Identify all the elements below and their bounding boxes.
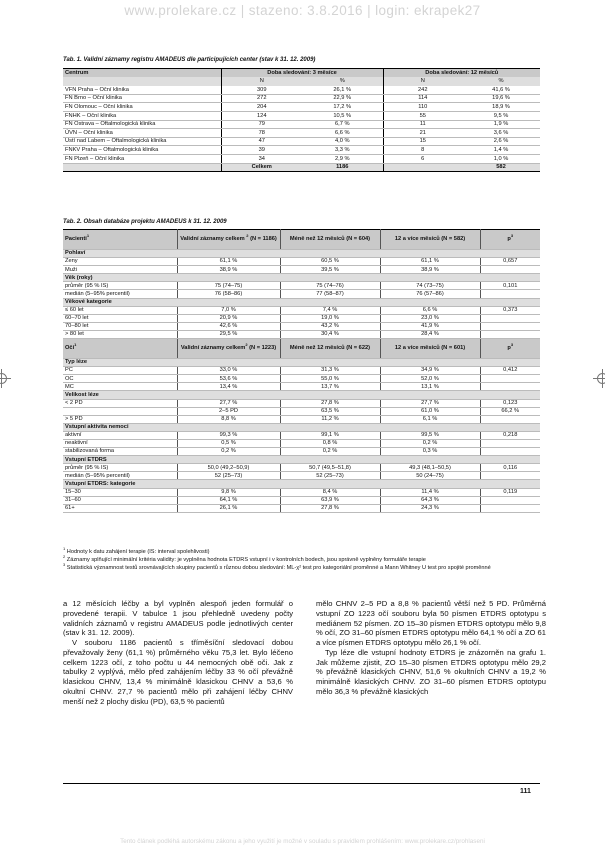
cell: 42,6 % [177,322,280,330]
table-row [63,137,540,146]
row-label: stabilizovaná forma [63,448,177,456]
section-velikost-leze: Velikost léze [63,391,540,399]
table1-caption: Tab. 1. Validní záznamy registru AMADEUS dle participujících center (stav k 31. 12. 2009) [63,57,316,63]
header-n: N [383,77,462,86]
table2-header-eyes [63,339,540,359]
cell: 110 [383,103,462,112]
row-label: > 5 PD [63,415,177,423]
cell: 24,3 % [380,504,480,512]
cell: 13,1 % [380,383,480,391]
row-label: průměr (95 % IS) [63,282,177,290]
cell: 47 [221,137,302,146]
row-label: 61+ [63,504,177,512]
header-pct: % [462,77,540,86]
cell: 204 [221,103,302,112]
paragraph: Typ léze dle vstupní hodnoty ETDRS je znázorněn na grafu 1. Jak můžeme zjistit, ZO 15–30 písmen ETDRS optotypu mělo 29,2 % převážně klasických CHNV, 51,6 % okultních CHNV a 19,2 % minimálně klasických CHNV. ZO 31–60 písmen ETDRS optotypu mělo 36,3 % převážně klasických [316,647,546,696]
cell: 242 [383,86,462,95]
cell: 8 [383,146,462,155]
cell: 17,2 % [302,103,383,112]
cell [480,375,540,383]
cell: 26,1 % [177,504,280,512]
cell: 0,3 % [380,448,480,456]
footnote-1: $^1$ Hodnoty k datu zahájení terapie (IS: interval spolehlivosti) [63,546,210,555]
cell [480,439,540,447]
table-row [63,439,540,447]
cell: 99,1 % [280,431,380,439]
cell: 3,6 % [462,129,540,138]
cell: 0,373 [480,306,540,314]
table-row [63,111,540,120]
header-12-months: Doba sledování: 12 měsíců [383,69,540,78]
cell: 27,7 % [177,399,280,407]
center-name: Ústí nad Labem – Oftalmologická klinika [63,137,221,146]
cell: 0,116 [480,464,540,472]
header-blank [63,77,221,86]
cell: 11 [383,120,462,129]
table-row [63,375,540,383]
cell: 78 [221,129,302,138]
cell: 30,4 % [280,330,380,338]
cell: 31,3 % [280,367,380,375]
table-row [63,431,540,439]
cell: 2–5 PD [177,407,280,415]
row-label: OC [63,375,177,383]
cell: 6,1 % [380,415,480,423]
cell: 2,9 % [302,154,383,163]
cell: 0,123 [480,399,540,407]
cell: 34 [221,154,302,163]
cell: 6,7 % [302,120,383,129]
center-name: FN Ostrava – Oftalmologická klinika [63,120,221,129]
header-3-months: Doba sledování: 3 měsíce [221,69,383,78]
cell: 63,9 % [280,496,380,504]
cell [480,383,540,391]
cell: 75 (74–76) [280,282,380,290]
cell: 0,119 [480,488,540,496]
total-3-months: 1186 [302,163,383,172]
body-column-right [316,599,546,697]
row-label: 60–70 let [63,314,177,322]
section-vek: Věk (roky) [63,274,540,282]
table-row [63,306,540,314]
cell: 64,1 % [177,496,280,504]
total-label: Celkem [221,163,302,172]
footer-rule [63,783,540,784]
table-row [63,464,540,472]
cell: 6,6 % [380,306,480,314]
cell: 99,5 % [380,431,480,439]
total-blank [63,163,221,172]
cell: 8,4 % [280,488,380,496]
watermark-top: www.prolekare.cz | stazeno: 3.8.2016 | login: ekrapek27 [124,3,481,18]
cell: 75 (74–75) [177,282,280,290]
table-row [63,154,540,163]
cell: 43,2 % [280,322,380,330]
table-row [63,472,540,480]
table-row [63,496,540,504]
table-row [63,94,540,103]
paragraph: mělo CHNV 2–5 PD a 8,8 % pacientů větší než 5 PD. Průměrná vstupní ZO 1223 očí souboru byla 50 písmen ETDRS optotypu s mediánem 52 písmen. ZO 15–30 písmen ETDRS optotypu mělo 9,8 % očí, ZO 31–60 písmen ETDRS optotypu mělo 64,1 % očí a ZO 61 a více písmen ETDRS optotypu mělo 26,1 % očí. [316,599,546,647]
cell: 41,9 % [380,322,480,330]
cell: 52 (25–73) [280,472,380,480]
cell: 3,3 % [302,146,383,155]
table-row [63,383,540,391]
table1 [63,68,540,172]
table-row [63,129,540,138]
crop-mark-left [0,373,7,384]
cell: 15 [383,137,462,146]
center-name: FN Brno – Oční klinika [63,94,221,103]
center-name: FNKV Praha – Oftalmologická klinika [63,146,221,155]
row-label: MC [63,383,177,391]
cell [480,314,540,322]
cell [480,266,540,274]
table-row [63,504,540,512]
center-name: VFN Praha – Oční klinika [63,86,221,95]
table-row [63,488,540,496]
cell: 0,657 [480,258,540,266]
cell: 0,412 [480,367,540,375]
header-less-12: Méně než 12 měsíců (N = 622) [280,339,380,359]
cell: 29,5 % [177,330,280,338]
cell: 20,9 % [177,314,280,322]
row-label: Ženy [63,258,177,266]
cell: 272 [221,94,302,103]
cell: 4,0 % [302,137,383,146]
footnote-3: $^3$ Statistická významnost testů srovnávajících skupiny pacientů s různou dobou sledování: ML-χ² test pro kategoriální proměnné a Mann Whitney U test pro spojité proměnné [63,562,491,571]
cell [480,290,540,298]
body-column-left [63,599,293,706]
table-row [63,282,540,290]
cell: 52,0 % [380,375,480,383]
table-row [63,407,540,415]
cell: 11,4 % [380,488,480,496]
cell [480,415,540,423]
cell [480,496,540,504]
cell: 9,8 % [177,488,280,496]
header-12-more: 12 a více měsíců (N = 582) [380,230,480,250]
table-row [63,120,540,129]
cell: 27,8 % [280,399,380,407]
cell: 7,0 % [177,306,280,314]
cell: 9,5 % [462,111,540,120]
cell [480,504,540,512]
cell: 77 (58–87) [280,290,380,298]
row-label: 15–30 [63,488,177,496]
header-p: $p^3$ [480,339,540,359]
crop-mark-right [597,373,605,384]
header-oci: Oči$^1$ [63,339,177,359]
table-row [63,330,540,338]
cell: 49,3 (48,1–50,5) [380,464,480,472]
cell: 38,9 % [380,266,480,274]
footnote-2: $^2$ Záznamy splňující minimální kritéria validity: je vyplněna hodnota ETDRS vstupní i v kontrolních bodech, jsou správně vyplněny formuláře terapie [63,554,426,563]
cell: 39 [221,146,302,155]
table-row [63,290,540,298]
cell: 0,5 % [177,439,280,447]
center-name: FNHK – Oční klinika [63,111,221,120]
cell: 39,5 % [280,266,380,274]
header-p: $p^3$ [480,230,540,250]
header-valid-total: Validní záznamy celkem $^2$ (N = 1186) [177,230,280,250]
cell: 2,6 % [462,137,540,146]
cell: 28,4 % [380,330,480,338]
cell: 61,0 % [380,407,480,415]
table2-caption: Tab. 2. Obsah databáze projektu AMADEUS k 31. 12. 2009 [63,219,227,225]
cell: 74 (73–75) [380,282,480,290]
row-label: < 2 PD [63,399,177,407]
cell: 19,6 % [462,94,540,103]
table-row [63,103,540,112]
cell: 55,0 % [280,375,380,383]
cell [480,472,540,480]
center-name: FN Olomouc – Oční klinika [63,103,221,112]
table-row [63,266,540,274]
row-label: medián (5–95% percentil) [63,290,177,298]
cell [480,330,540,338]
section-vstupni-etdrs: Vstupní ETDRS [63,456,540,464]
row-label: PC [63,367,177,375]
cell: 11,2 % [280,415,380,423]
cell: 23,0 % [380,314,480,322]
row-label: 31–60 [63,496,177,504]
watermark-bottom: Tento článek podléhá autorskému zákonu a jeho využití je možné v souladu s pravidlem prohlášením: www.prolekare.cz/prohlaseni [120,838,485,845]
header-pct: % [302,77,383,86]
cell: 76 (57–86) [380,290,480,298]
cell: 99,3 % [177,431,280,439]
table-row [63,367,540,375]
cell: 38,9 % [177,266,280,274]
cell: 66,2 % [480,407,540,415]
cell: 50,7 (49,5–51,8) [280,464,380,472]
cell: 7,4 % [280,306,380,314]
cell: 0,101 [480,282,540,290]
cell: 1,4 % [462,146,540,155]
table-row [63,399,540,407]
cell: 1,9 % [462,120,540,129]
cell: 309 [221,86,302,95]
table2-header-patients [63,230,540,250]
cell: 13,4 % [177,383,280,391]
cell: 10,5 % [302,111,383,120]
page-number: 111 [520,788,531,795]
header-less-12: Méně než 12 měsíců (N = 604) [280,230,380,250]
cell: 1,0 % [462,154,540,163]
cell: 50 (24–75) [380,472,480,480]
section-etdrs-kategorie: Vstupní ETDRS: kategorie [63,480,540,488]
cell: 19,0 % [280,314,380,322]
header-n: N [221,77,302,86]
cell: 0,8 % [280,439,380,447]
row-label: 70–80 let [63,322,177,330]
row-label: aktivní [63,431,177,439]
cell: 61,1 % [177,258,280,266]
total-12-months: 582 [462,163,540,172]
cell: 64,3 % [380,496,480,504]
header-pacienti: Pacienti$^1$ [63,230,177,250]
cell: 22,9 % [302,94,383,103]
row-label: průměr (95 % IS) [63,464,177,472]
cell: 13,7 % [280,383,380,391]
header-centrum: Centrum [63,69,221,78]
table2 [63,229,540,513]
cell: 34,9 % [380,367,480,375]
table-row [63,322,540,330]
cell: 6 [383,154,462,163]
header-12-more: 12 a více měsíců (N = 601) [380,339,480,359]
cell: 124 [221,111,302,120]
cell: 76 (58–86) [177,290,280,298]
cell: 33,0 % [177,367,280,375]
cell: 0,2 % [280,448,380,456]
cell: 21 [383,129,462,138]
total-row [63,163,540,172]
center-name: FN Plzeň – Oční klinika [63,154,221,163]
header-valid-total: Validní záznamy celkem$^2$ (N = 1223) [177,339,280,359]
cell: 27,7 % [380,399,480,407]
table-row [63,448,540,456]
section-vstupni-aktivita: Vstupní aktivita nemoci [63,423,540,431]
cell [480,322,540,330]
cell: 63,5 % [280,407,380,415]
row-label: ≤ 60 let [63,306,177,314]
cell: 53,6 % [177,375,280,383]
section-pohlavi: Pohlaví [63,250,540,258]
row-label: medián (5–95% percentil) [63,472,177,480]
cell: 27,8 % [280,504,380,512]
total-blank [383,163,462,172]
cell: 0,218 [480,431,540,439]
table-row [63,146,540,155]
table-footnotes [63,548,543,572]
cell: 41,6 % [462,86,540,95]
cell: 114 [383,94,462,103]
cell: 55 [383,111,462,120]
table-row [63,314,540,322]
row-label: neaktivní [63,439,177,447]
cell: 60,5 % [280,258,380,266]
table-row [63,86,540,95]
section-typ-leze: Typ léze [63,359,540,367]
cell: 26,1 % [302,86,383,95]
table-row [63,258,540,266]
row-label: > 80 let [63,330,177,338]
cell: 50,0 (49,2–50,9) [177,464,280,472]
cell: 8,8 % [177,415,280,423]
center-name: ÚVN – Oční klinika [63,129,221,138]
cell [480,448,540,456]
paragraph: a 12 měsících léčby a byl vyplněn alespoň jeden formulář o provedené terapii. V tabulce 1 jsou přehledně uvedeny počty validních záznamů v registru AMADEUS podle jednotlivých center (stav k 31. 12. 2009). [63,599,293,638]
cell: 0,2 % [177,448,280,456]
cell: 6,6 % [302,129,383,138]
row-label [63,407,177,415]
table-row [63,415,540,423]
cell: 79 [221,120,302,129]
paragraph: V souboru 1186 pacientů s tříměsíční sledovací dobou převažovaly ženy (61,1 %) průměrného věku 75,3 let. Bylo léčeno celkem 1223 očí, z toho počtu u 44 nemocných obě oči. Jak z tabulky 2 vyplývá, mělo před zahájením léčby 33 % očí převážně klasickou CHNV, 13,4 % minimálně klasickou CHNV a 53,6 % okultní CHNV. 27,7 % pacientů mělo při zahájení léčby CHNV menší než 2 plochy disku (PD), 63,5 % pacientů [63,638,293,706]
section-vekove-kategorie: Věkové kategorie [63,298,540,306]
cell: 52 (25–73) [177,472,280,480]
row-label: Muži [63,266,177,274]
cell: 61,1 % [380,258,480,266]
cell: 0,2 % [380,439,480,447]
cell: 18,9 % [462,103,540,112]
